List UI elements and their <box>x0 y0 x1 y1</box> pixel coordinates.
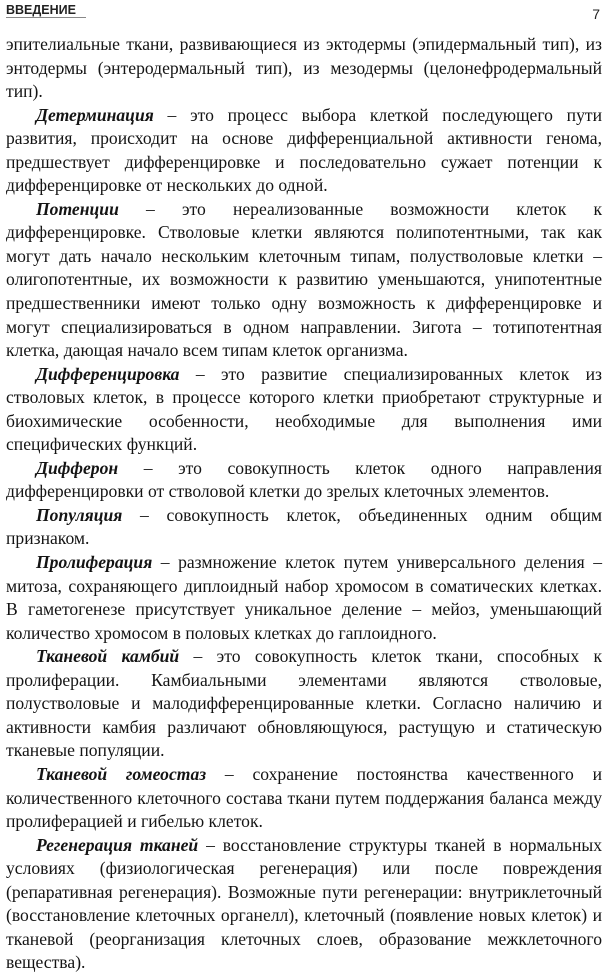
definition-potencies <box>6 198 602 363</box>
page-body <box>0 33 612 975</box>
definition-term: Тканевой камбий <box>36 646 180 667</box>
definition-tissue-homeostasis <box>6 763 602 834</box>
definition-text: – это нереализованные возможности клеток к дифференцировке. Стволовые клетки являются полипотентными, так как могут дать начало нескольким клеточным типам, полустволовые клетки – олигопотентные, их возможности к развитию уменьшаются, унипотентные предшественники имеют только одну возможность к дифференцировке и могут специализироваться в одном направлении. Зигота – тотипотентная клетка, дающая начало всем типам клеток организма. <box>6 198 602 361</box>
definition-term: Детерминация <box>36 104 154 125</box>
definition-term: Дифферон <box>36 457 119 478</box>
definition-term: Потенции <box>36 198 119 219</box>
definition-text: – размножение клеток путем универсального деления – митоза, сохраняющего диплоидный набор хромосом в соматических клетках. В гаметогенезе присутствует уникальное деление – мейоз, уменьшающий количество хромосом в половых клетках до гаплоидного. <box>6 552 602 643</box>
definition-differon <box>6 457 602 504</box>
paragraph-continuation <box>6 33 602 104</box>
definition-term: Пролиферация <box>36 552 153 573</box>
definition-determination <box>6 104 602 198</box>
definition-text: – восстановление структуры тканей в нормальных условиях (физиологическая регенерация) или после повреждения (репаративная регенерация). Возможные пути регенерации: внутриклеточный (восстановление клеточных органелл), клеточный (появление новых клеток) и тканевой (реорганизация клеточных слоев, образование межклеточного вещества). <box>6 834 603 973</box>
definition-text: – это процесс выбора клеткой последующего пути развития, происходит на основе дифференциальной активности генома, предшествует дифференцировке и последовательно сужает потенции к дифференцировке от нескольких до одной. <box>6 104 602 196</box>
definition-proliferation <box>6 551 602 645</box>
definition-tissue-cambium <box>6 645 602 763</box>
page-header <box>0 0 612 28</box>
paragraph-text: эпителиальные ткани, развивающиеся из эктодермы (эпидермальный тип), из энтодермы (энтеродермальный тип), из мезодермы (целонефродермальный тип). <box>6 34 602 102</box>
definition-term: Дифференцировка <box>36 363 180 384</box>
running-head: ВВЕДЕНИЕ <box>6 3 86 18</box>
definition-text: – сохранение постоянства качественного и количественного клеточного состава ткани путем поддержания баланса между пролиферацией и гибелью клеток. <box>6 763 602 832</box>
definition-text: – это совокупность клеток ткани, способных к пролиферации. Камбиальными элементами являются стволовые, полустволовые и малодифференцированные клетки. Согласно наличию и активности камбия различают обновляющуюся, растущую и статическую тканевые популяции. <box>6 646 602 761</box>
definition-term: Регенерация тканей <box>36 834 199 855</box>
definition-term: Популяция <box>36 504 123 525</box>
definition-tissue-regeneration <box>6 834 602 975</box>
definition-text: – совокупность клеток, объединенных одним общим признаком. <box>6 504 602 549</box>
definition-differentiation <box>6 363 602 457</box>
page-number: 7 <box>592 6 600 22</box>
definition-population <box>6 504 602 551</box>
definition-term: Тканевой гомеостаз <box>36 763 207 784</box>
definition-text: – это совокупность клеток одного направления дифференцировки от стволовой клетки до зрелых клеточных элементов. <box>6 457 602 502</box>
definition-text: – это развитие специализированных клеток из стволовых клеток, в процессе которого клетки приобретают структурные и биохимические особенности, необходимые для выполнения ими специфических функций. <box>6 363 602 455</box>
